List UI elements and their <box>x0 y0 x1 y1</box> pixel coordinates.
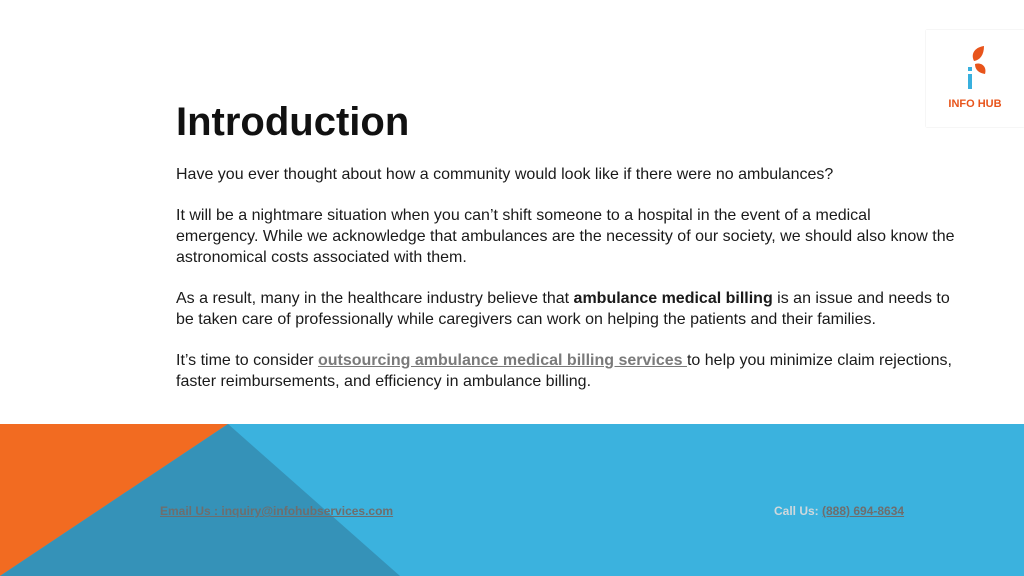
email-link[interactable]: Email Us : inquiry@infohubservices.com <box>160 504 394 518</box>
intro-paragraph-nightmare: It will be a nightmare situation when you can’t shift someone to a hospital in the event of a medical emergency. While we acknowledge that ambulances are the necessity of our society, we should also know the astronomical costs associated with them. <box>176 207 955 266</box>
footer-background <box>0 424 1024 576</box>
paragraph-text: It’s time to consider <box>176 352 318 369</box>
call-label: Call Us: <box>774 504 823 518</box>
slide-title: Introduction <box>176 100 410 144</box>
call-us <box>774 504 904 518</box>
outsourcing-services-link[interactable]: outsourcing ambulance medical billing services <box>317 352 687 369</box>
phone-link[interactable]: (888) 694-8634 <box>822 504 905 518</box>
intro-content <box>176 98 956 392</box>
bold-keyword: ambulance medical billing <box>573 290 773 307</box>
paragraph-text: As a result, many in the healthcare industry believe that <box>176 290 574 307</box>
intro-paragraph-outsourcing <box>176 350 956 392</box>
intro-question: Have you ever thought about how a community would look like if there were no ambulances? <box>176 166 834 183</box>
paragraph-text: to help you minimize claim rejections, faster reimbursements, and efficiency in ambulance billing. <box>176 352 952 390</box>
logo-text: INFO HUB <box>948 98 1002 110</box>
paragraph-text: is an issue and needs to be taken care of professionally while caregivers can work on helping the patients and their families. <box>176 290 950 328</box>
intro-paragraph-industry <box>176 288 956 330</box>
info-hub-logo-icon <box>964 45 988 95</box>
footer-band <box>0 424 1024 576</box>
